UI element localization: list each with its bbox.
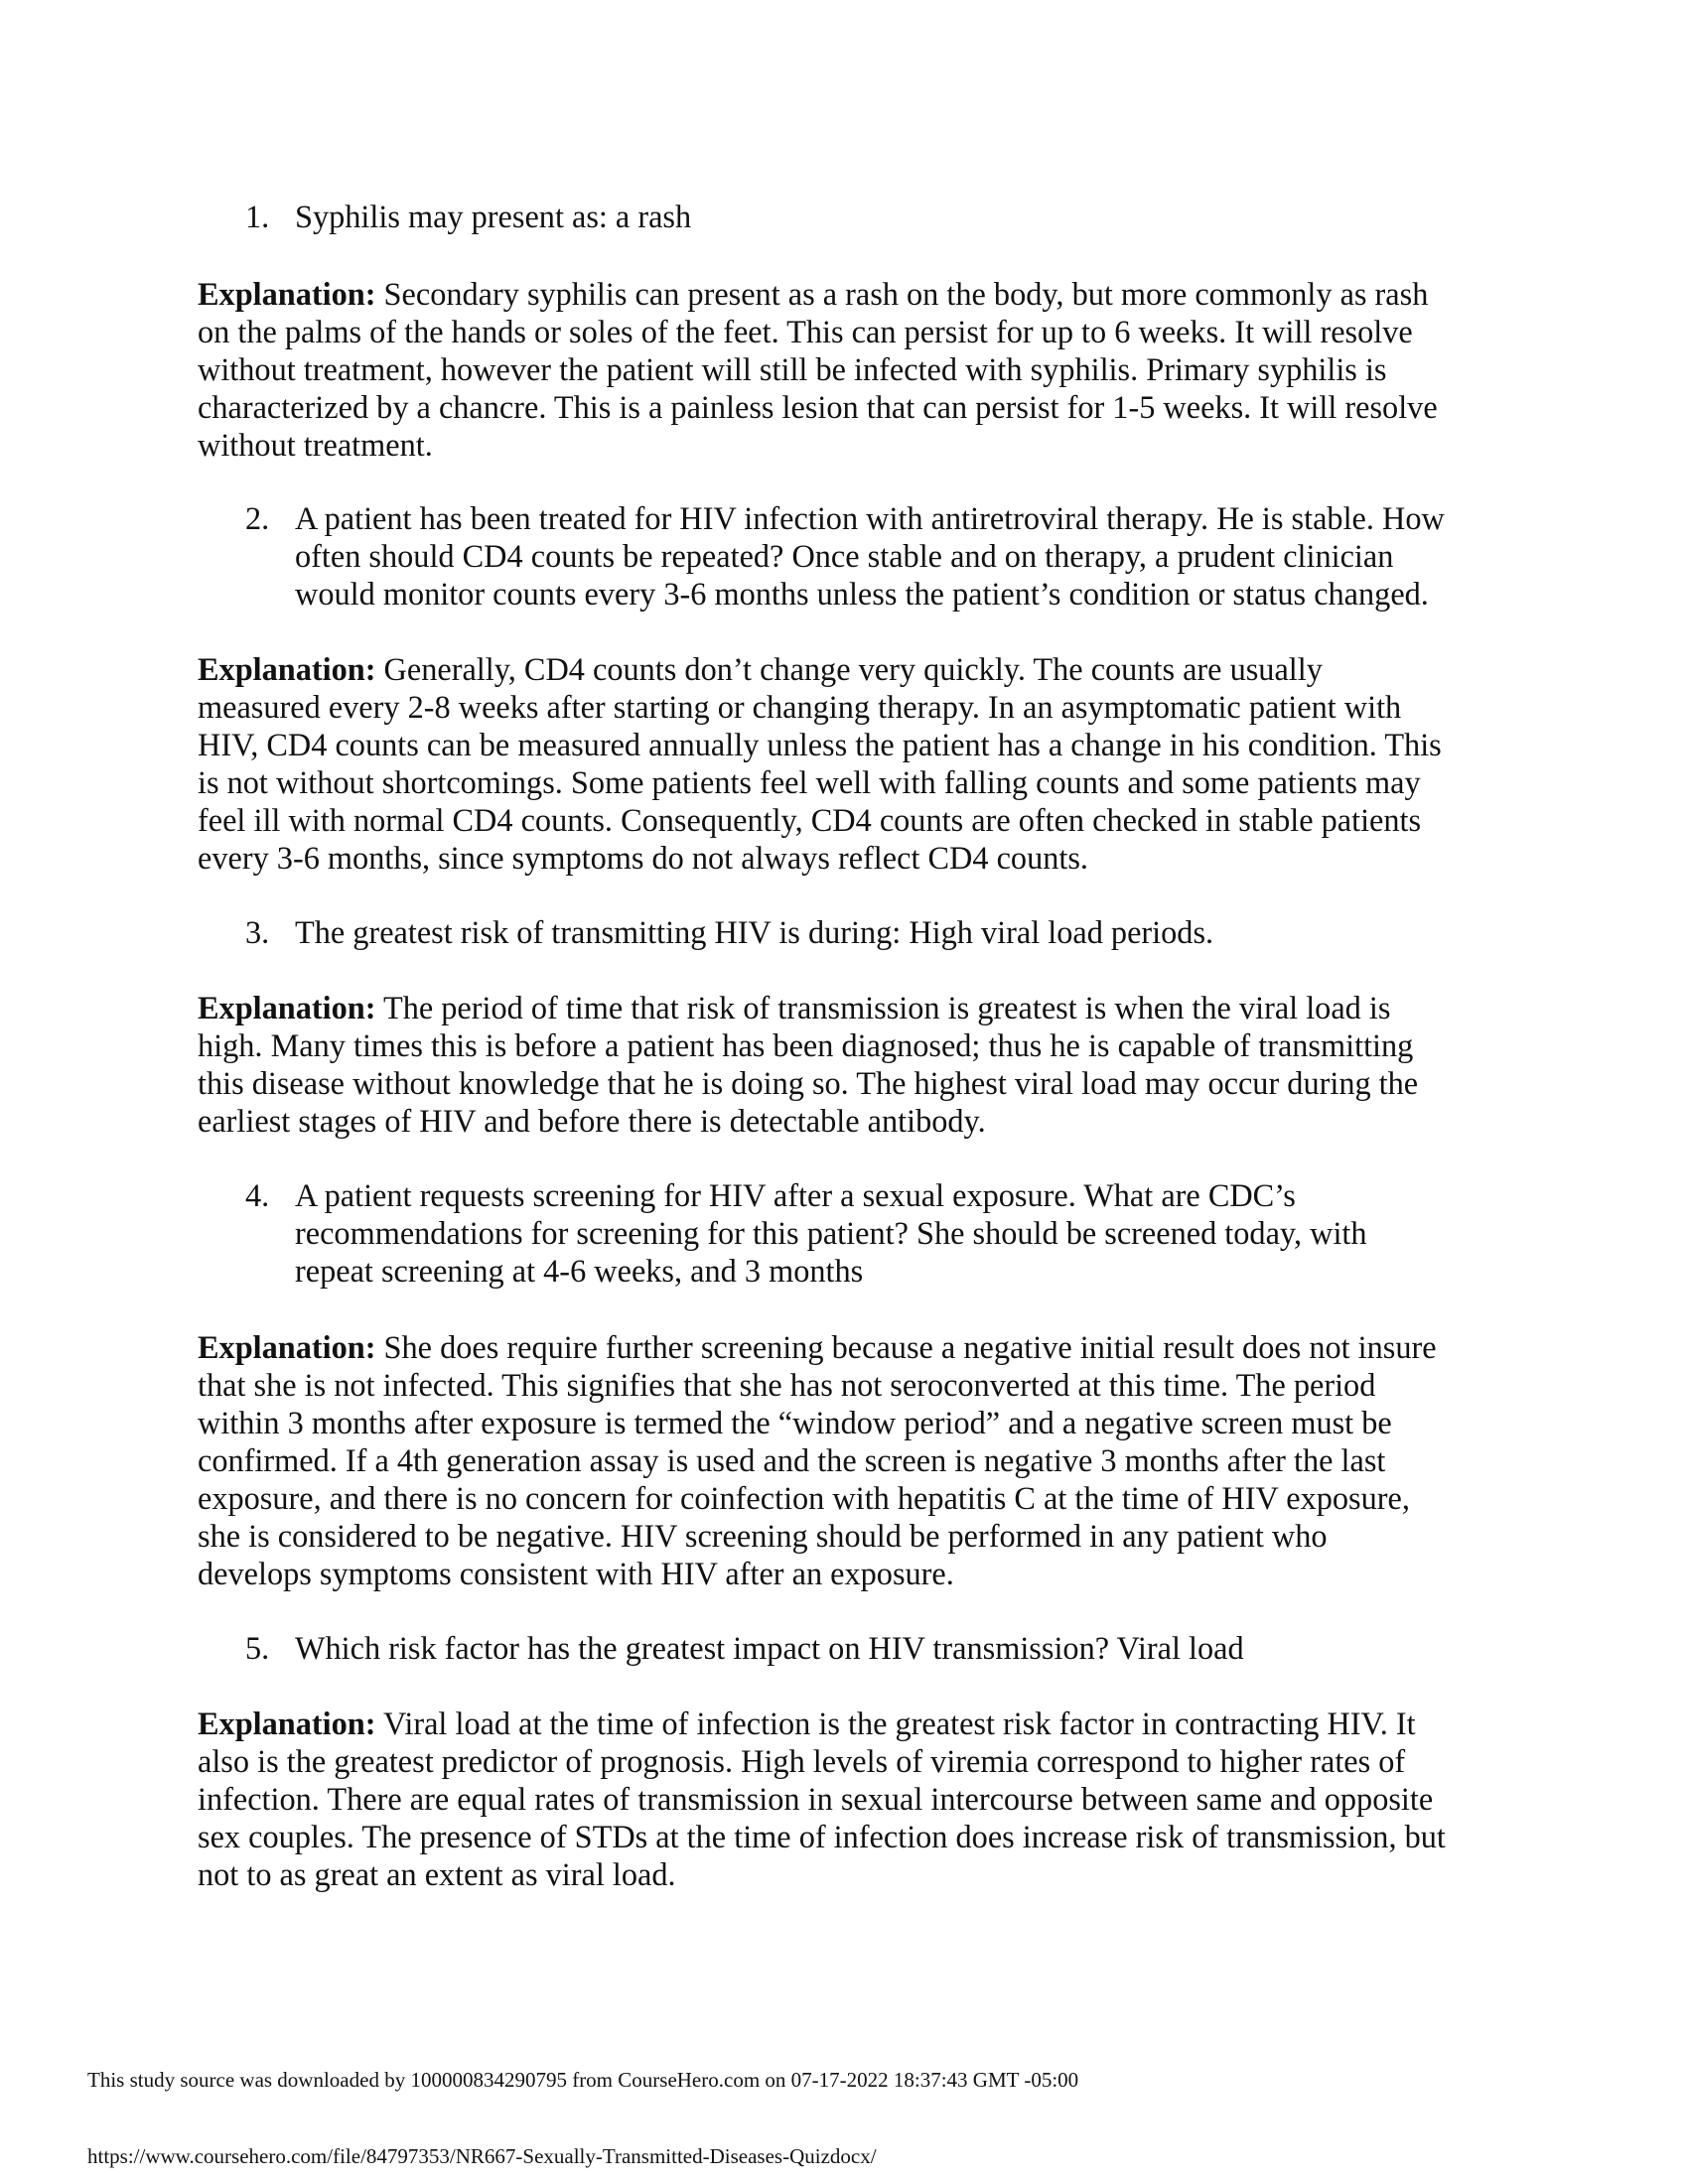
explanation-line: measured every 2-8 weeks after starting or changing therapy. In an asymptomatic patient with xyxy=(198,689,1402,725)
explanation-line: without treatment. xyxy=(198,427,433,463)
explanation-text: The period of time that risk of transmission is greatest is when the viral load is xyxy=(375,990,1391,1025)
explanation-5 xyxy=(198,1705,1508,1893)
explanation-line: confirmed. If a 4th generation assay is used and the screen is negative 3 months after the last xyxy=(198,1442,1386,1478)
question-text xyxy=(295,1629,1244,1667)
explanation-2 xyxy=(198,650,1508,877)
question-line: repeat screening at 4-6 weeks, and 3 months xyxy=(295,1253,864,1289)
explanation-line: also is the greatest predictor of prognosis. High levels of viremia correspond to higher rates of xyxy=(198,1743,1406,1779)
question-line: Which risk factor has the greatest impact on HIV transmission? Viral load xyxy=(295,1630,1244,1666)
explanation-line: she is considered to be negative. HIV screening should be performed in any patient who xyxy=(198,1518,1328,1554)
explanation-line: infection. There are equal rates of transmission in sexual intercourse between same and opposite xyxy=(198,1781,1434,1817)
question-line: often should CD4 counts be repeated? Once stable and on therapy, a prudent clinician xyxy=(295,538,1394,574)
question-text xyxy=(295,499,1445,613)
explanation-label: Explanation: xyxy=(198,651,376,687)
question-line: Syphilis may present as: a rash xyxy=(295,199,692,234)
question-text xyxy=(295,913,1213,951)
explanation-line xyxy=(198,1705,1508,1742)
explanation-line: that she is not infected. This signifies that she has not seroconverted at this time. The period xyxy=(198,1367,1376,1403)
explanation-line: this disease without knowledge that he is doing so. The highest viral load may occur during the xyxy=(198,1065,1419,1101)
explanation-label: Explanation: xyxy=(198,1329,376,1365)
question-text xyxy=(295,198,691,235)
explanation-line: earliest stages of HIV and before there is detectable antibody. xyxy=(198,1103,986,1139)
explanation-4 xyxy=(198,1328,1508,1592)
explanation-line: is not without shortcomings. Some patients feel well with falling counts and some patients may xyxy=(198,764,1421,800)
explanation-text: Secondary syphilis can present as a rash on the body, but more commonly as rash xyxy=(375,276,1429,312)
explanation-label: Explanation: xyxy=(198,990,376,1025)
question-number: 3. xyxy=(245,914,270,950)
explanation-line: every 3-6 months, since symptoms do not always reflect CD4 counts. xyxy=(198,840,1088,876)
explanation-3 xyxy=(198,989,1508,1140)
question-number: 2. xyxy=(245,500,270,536)
explanation-line: within 3 months after exposure is termed the “window period” and a negative screen must be xyxy=(198,1405,1392,1440)
explanation-line xyxy=(198,989,1508,1026)
source-url-link[interactable]: https://www.coursehero.com/file/84797353/NR667-Sexually-Transmitted-Diseases-Quizdocx/ xyxy=(87,2144,877,2168)
question-number: 1. xyxy=(245,199,270,234)
explanation-line: not to as great an extent as viral load. xyxy=(198,1856,676,1892)
explanation-line: develops symptoms consistent with HIV after an exposure. xyxy=(198,1556,954,1591)
explanation-line xyxy=(198,1328,1508,1366)
question-number: 5. xyxy=(245,1630,270,1666)
explanation-line xyxy=(198,650,1508,688)
explanation-text: Generally, CD4 counts don’t change very quickly. The counts are usually xyxy=(375,651,1323,687)
question-line: would monitor counts every 3-6 months unless the patient’s condition or status changed. xyxy=(295,576,1429,612)
explanation-1 xyxy=(198,275,1508,464)
question-line: A patient requests screening for HIV after a sexual exposure. What are CDC’s xyxy=(295,1177,1296,1213)
explanation-label: Explanation: xyxy=(198,276,376,312)
explanation-line: feel ill with normal CD4 counts. Consequently, CD4 counts are often checked in stable patients xyxy=(198,802,1422,838)
explanation-line: characterized by a chancre. This is a painless lesion that can persist for 1-5 weeks. It will resolve xyxy=(198,389,1438,425)
explanation-line: on the palms of the hands or soles of the feet. This can persist for up to 6 weeks. It will resolve xyxy=(198,314,1413,349)
question-number: 4. xyxy=(245,1177,270,1213)
explanation-line: sex couples. The presence of STDs at the time of infection does increase risk of transmission, but xyxy=(198,1819,1446,1854)
explanation-text: She does require further screening because a negative initial result does not insure xyxy=(375,1329,1437,1365)
explanation-line: exposure, and there is no concern for coinfection with hepatitis C at the time of HIV exposure, xyxy=(198,1480,1410,1516)
explanation-line xyxy=(198,275,1508,313)
question-line: The greatest risk of transmitting HIV is during: High viral load periods. xyxy=(295,914,1214,950)
question-line: A patient has been treated for HIV infection with antiretroviral therapy. He is stable. How xyxy=(295,500,1445,536)
explanation-line: high. Many times this is before a patient has been diagnosed; thus he is capable of transmitting xyxy=(198,1027,1414,1063)
download-notice: This study source was downloaded by 100000834290795 from CourseHero.com on 07-17-2022 18:37:43 GMT -05:00 xyxy=(87,2068,1079,2092)
explanation-line: HIV, CD4 counts can be measured annually unless the patient has a change in his condition. This xyxy=(198,727,1442,762)
question-text xyxy=(295,1176,1367,1290)
explanation-text: Viral load at the time of infection is the greatest risk factor in contracting HIV. It xyxy=(375,1706,1416,1741)
explanation-line: without treatment, however the patient will still be infected with syphilis. Primary syphilis is xyxy=(198,351,1387,387)
question-line: recommendations for screening for this patient? She should be screened today, with xyxy=(295,1215,1367,1251)
explanation-label: Explanation: xyxy=(198,1706,376,1741)
